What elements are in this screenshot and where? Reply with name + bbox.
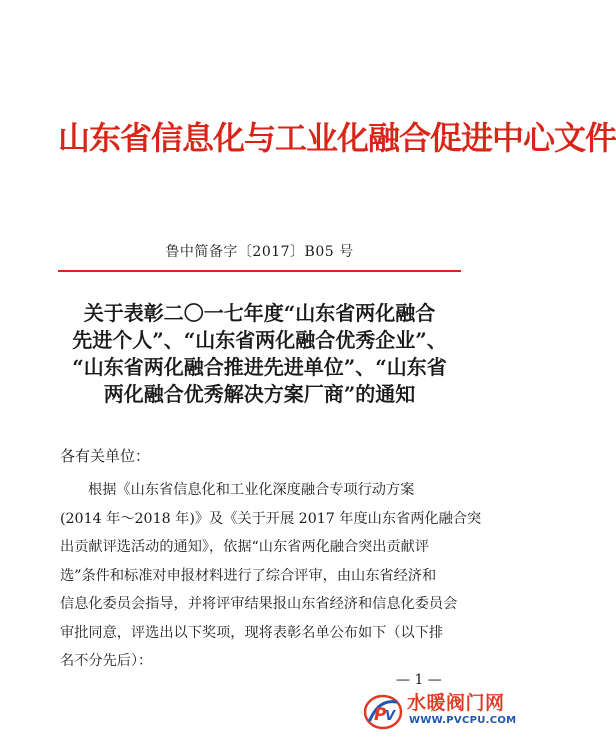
notice-title-line: 两化融合优秀解决方案厂商”的通知 [103,382,416,406]
body-line: 出贡献评选活动的通知》，依据“山东省两化融合突出贡献评 [60,539,430,555]
salutation: 各有关单位： [60,447,151,465]
page-number: — 1 — [396,672,442,688]
body-paragraph [60,476,482,676]
pv-logo-icon [363,693,403,731]
body-line: 信息化委员会指导，并将评审结果报山东省经济和信息化委员会 [60,596,458,612]
svg-text:V: V [385,709,396,724]
notice-title-line: 关于表彰二〇一七年度“山东省两化融合 [83,301,436,325]
svg-text:P: P [374,705,387,725]
body-line: 选”条件和标准对申报材料进行了综合评审，由山东省经济和 [60,567,437,584]
issuer-title: 山东省信息化与工业化融合促进中心文件 [58,119,616,157]
watermark-url-text: WWW.PVCPU.COM [409,715,517,726]
red-divider-line [58,270,461,272]
body-line: 审批同意，评选出以下奖项，现将表彰名单公布如下（以下排 [60,624,444,641]
watermark-brand-text: 水暖阀门网 [407,692,505,714]
notice-title [60,300,459,408]
body-line: (2014 年～2018 年)》及《关于开展 2017 年度山东省两化融合突 [60,510,482,527]
notice-title-line: 先进个人”、“山东省两化融合优秀企业”、 [72,328,447,352]
body-line: 根据《山东省信息化和工业化深度融合专项行动方案 [88,482,415,498]
site-watermark [363,691,517,733]
notice-title-line: “山东省两化融合推进先进单位”、“山东省 [72,355,447,379]
document-number: 鲁中简备字〔2017〕B05 号 [165,244,354,260]
body-line: 名不分先后）： [60,653,153,669]
